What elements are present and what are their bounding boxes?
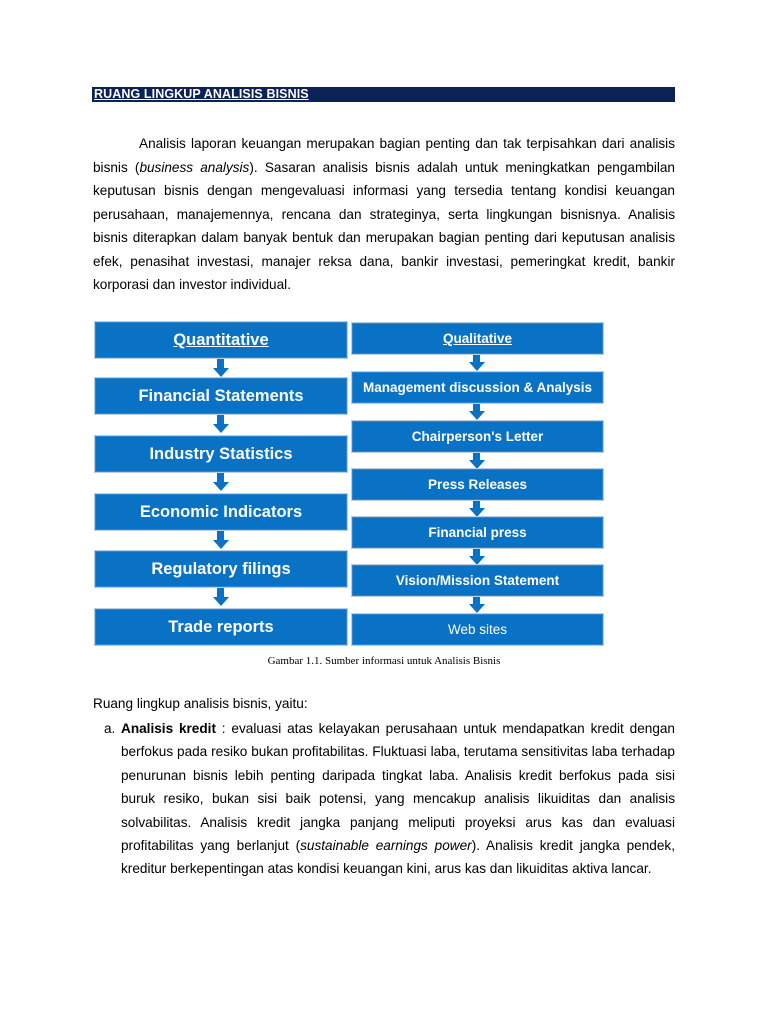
- box-vision-mission: Vision/Mission Statement: [351, 564, 604, 597]
- box-regulatory-filings: Regulatory filings: [94, 550, 348, 588]
- box-chairperson-letter: Chairperson's Letter: [351, 420, 604, 453]
- list-item-body: [121, 717, 675, 881]
- box-financial-press: Financial press: [351, 516, 604, 549]
- intro-italic: business analysis: [139, 159, 250, 175]
- intro-text-2: ). Sasaran analisis bisnis adalah untuk meningkatkan pengambilan keputusan bisnis dengan mengevaluasi informasi yang tersedia tentang kondisi keuangan perusahaan, manajemennya, rencana dan strateginya, serta lingkungan bisnisnya. Analisis bisnis diterapkan dalam banyak bentuk dan merupakan bagian penting dari keputusan analisis efek, penasihat investasi, manajer reksa dana, bankir investasi, pemeringkat kredit, bankir korporasi dan investor individual.: [93, 159, 675, 292]
- box-industry-statistics: Industry Statistics: [94, 435, 348, 473]
- item-term: Analisis kredit: [121, 721, 216, 736]
- item-text-1: : evaluasi atas kelayakan perusahaan untuk mendapatkan kredit dengan berfokus pada resiko bukan profitabilitas. Fluktuasi laba, terutama sensitivitas laba terhadap penurunan bisnis lebih penting daripada tingkat laba. Analisis kredit berfokus pada sisi buruk resiko, bukan sisi baik potensi, yang mencakup analisis likuiditas dan analisis solvabilitas. Analisis kredit jangka panjang meliputi proyeksi arus kas dan evaluasi profitabilitas yang berlanjut (: [121, 721, 675, 854]
- item-italic: sustainable earnings power: [300, 838, 472, 854]
- box-web-sites: Web sites: [351, 613, 604, 646]
- section-heading: RUANG LINGKUP ANALISIS BISNIS: [94, 87, 309, 101]
- box-economic-indicators: Economic Indicators: [94, 493, 348, 531]
- box-management-discussion: Management discussion & Analysis: [351, 371, 604, 404]
- down-arrow-icon: [213, 597, 229, 606]
- source-diagram: [94, 321, 606, 647]
- box-qualitative: Qualitative: [351, 322, 604, 355]
- down-arrow-icon: [213, 482, 229, 491]
- box-press-releases: Press Releases: [351, 468, 604, 501]
- scope-intro: Ruang lingkup analisis bisnis, yaitu:: [93, 696, 308, 711]
- down-arrow-icon: [213, 368, 229, 377]
- down-arrow-icon: [469, 362, 485, 371]
- down-arrow-icon: [213, 540, 229, 549]
- list-marker: a.: [104, 721, 116, 736]
- down-arrow-icon: [469, 604, 485, 613]
- box-financial-statements: Financial Statements: [94, 377, 348, 415]
- down-arrow-icon: [213, 424, 229, 433]
- item-text-2: ). Analisis kredit jangka pendek, kreditur berkepentingan atas kondisi keuangan kini, arus kas dan likuiditas aktiva lancar.: [121, 838, 675, 877]
- figure-caption: Gambar 1.1. Sumber informasi untuk Analisis Bisnis: [267, 655, 501, 667]
- box-trade-reports: Trade reports: [94, 608, 348, 646]
- intro-text-1: Analisis laporan keuangan merupakan bagian penting dan tak terpisahkan dari analisis bisnis (: [93, 136, 675, 175]
- intro-paragraph: [93, 132, 675, 297]
- box-quantitative: Quantitative: [94, 321, 348, 359]
- down-arrow-icon: [469, 411, 485, 420]
- list-item: [104, 717, 675, 881]
